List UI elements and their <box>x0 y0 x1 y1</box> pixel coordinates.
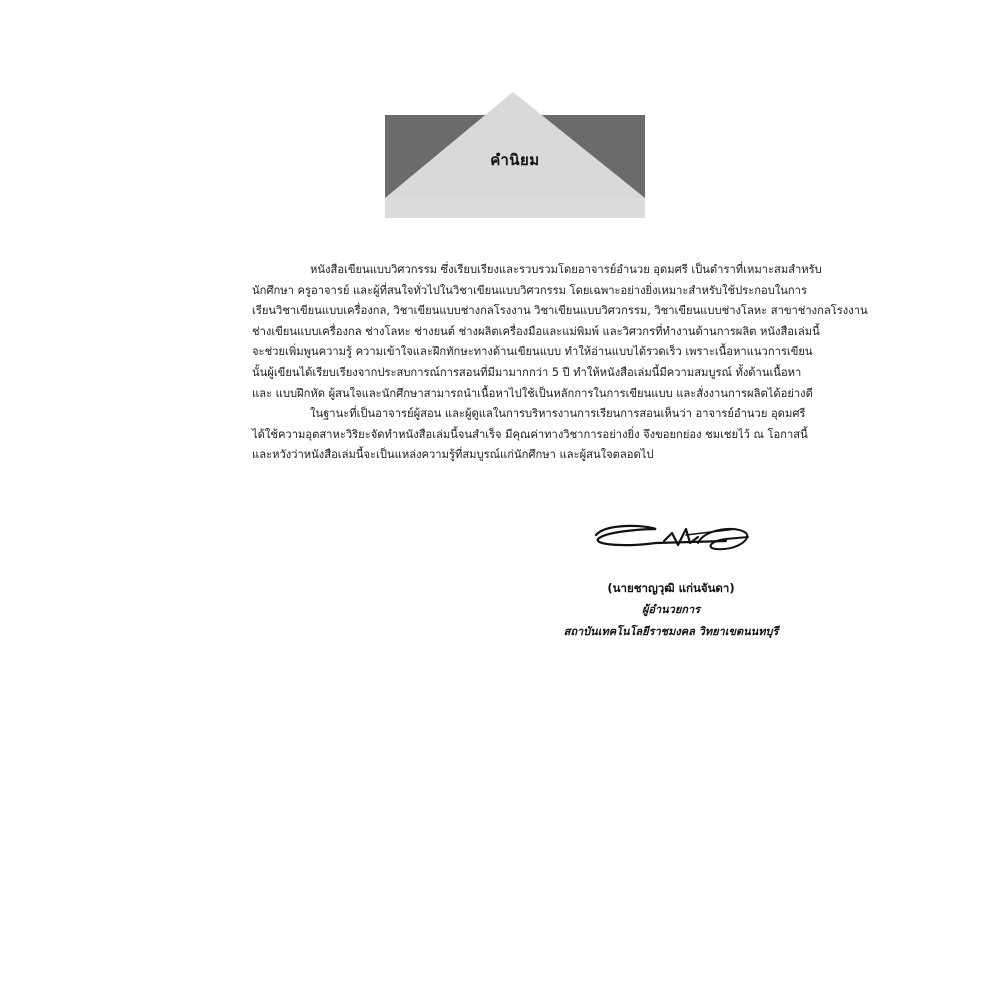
paragraph-1-line-3: เรียนวิชาเขียนแบบเครื่องกล, วิชาเขียนแบบช่างกลโรงงาน วิชาเขียนแบบวิศวกรรม, วิชาเขียนแบบช่างโลหะ สาขาช่างกลโรงงาน <box>252 304 868 318</box>
paragraph-1-line-7: และ แบบฝึกหัด ผู้สนใจและนักศึกษาสามารถนำเนื้อหาไปใช้เป็นหลักการในการเขียนแบบ และสั่งงานการผลิตได้อย่างดี <box>252 386 813 400</box>
signer-organization: สถาบันเทคโนโลยีราชมงคล วิทยาเขตนนทบุรี <box>563 625 779 638</box>
signer-position: ผู้อำนวยการ <box>641 603 701 616</box>
paragraph-2-line-3: และหวังว่าหนังสือเล่มนี้จะเป็นแหล่งความรู้ที่สมบูรณ์แก่นักศึกษา และผู้สนใจตลอดไป <box>252 448 654 462</box>
foreword-body <box>252 260 868 466</box>
paragraph-1-line-4: ช่างเขียนแบบเครื่องกล ช่างโลหะ ช่างยนต์ ช่างผลิตเครื่องมือและแม่พิมพ์ และวิศวกรที่ทำงานด้านการผลิต หนังสือเล่มนี้ <box>252 324 820 338</box>
signer-name: (นายชาญวุฒิ แก่นจันดา) <box>607 581 735 595</box>
paragraph-1-line-2: นักศึกษา ครูอาจารย์ และผู้ที่สนใจทั่วไปในวิชาเขียนแบบวิศวกรรม โดยเฉพาะอย่างยิ่งเหมาะสำหรับใช้ประกอบในการ <box>252 283 807 297</box>
page-title: คำนิยม <box>490 151 540 169</box>
signature-block <box>540 515 802 643</box>
paragraph-1-line-5: จะช่วยเพิ่มพูนความรู้ ความเข้าใจและฝึกทักษะทางด้านเขียนแบบ ทำให้อ่านแบบได้รวดเร็ว เพราะเนื้อหาแนวการเขียน <box>252 345 813 359</box>
paragraph-1-line-6: นั้นผู้เขียนได้เรียบเรียงจากประสบการณ์การสอนที่มีมามากกว่า 5 ปี ทำให้หนังสือเล่มนี้มีความสมบูรณ์ ทั้งด้านเนื้อหา <box>252 365 802 379</box>
paragraph-2-line-1: ในฐานะที่เป็นอาจารย์ผู้สอน และผู้ดูแลในการบริหารงานการเรียนการสอนเห็นว่า อาจารย์อำนวย อุดมศรี <box>310 407 806 421</box>
paragraph-1-line-1: หนังสือเขียนแบบวิศวกรรม ซึ่งเรียบเรียงและรวบรวมโดยอาจารย์อำนวย อุดมศรี เป็นตำราที่เหมาะสมสำหรับ <box>310 263 822 276</box>
paragraph-2-line-2: ได้ใช้ความอุตสาหะวิริยะจัดทำหนังสือเล่มนี้จนสำเร็จ มีคุณค่าทางวิชาการอย่างยิ่ง จึงขอยกย่อง ชมเชยไว้ ณ โอกาสนี้ <box>252 427 808 441</box>
signature-mark-icon <box>586 515 756 559</box>
header-emblem <box>385 90 645 218</box>
